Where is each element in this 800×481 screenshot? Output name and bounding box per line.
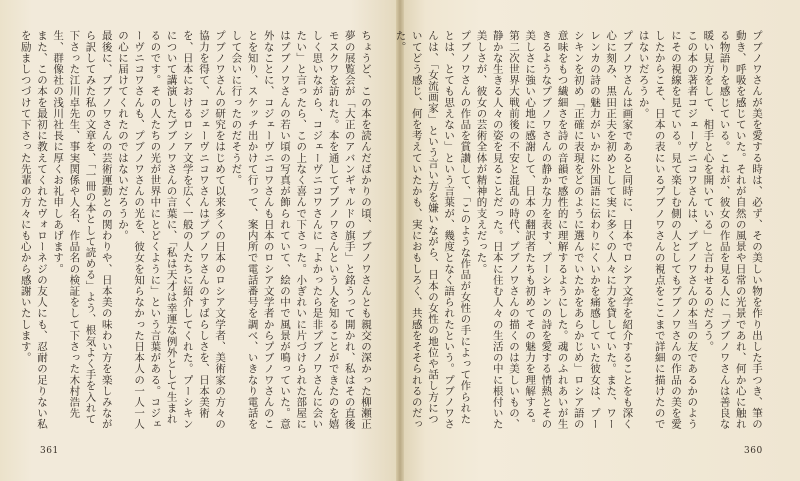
right-page-text: プブノワさんが美を愛する時は、必ず、その美しい物を作り出した手つき、筆の動き、呼吸を感じていた。それが自然の風景や日常の光景であれ、何か心に触れる物語りを感じている。これが、彼女の作品を見る人に「プブノワさんは善良な暖い見方をして、相手と心を開いている」と言わせるのだろう。 この本の著者コジェーヴニコワさんは、プブノワさんの本当の友であるかのようにその視線を見ている。見て楽しむ側の人としてもプブノワさんの作品の美を愛したからこそ、日本の表にいるプブノワさんの視点をここまで詳細に描けたのではないだろうか。 プブノワさんは画家であると同時に、日本でロシア文学を紹介することをも深く心に刻み、黒田正夫を初めとして実に多くの人々に力を貸していた。また、ワーレンカの詩の魅力がいかに外国語に伝わりにくいかを痛感していた彼女は、プーシキンを初め「正確に表現をどのように選んでいたかをあらかじめ」ロシア語の意味をもつ繊細さを詩の音韻で感性的に理解するようにした。魂のふれあいが生きるようなプブノワさんの静かな力を表す、プーシキンの詩を愛する情熱とその美しさに強い心地に感謝して、日本の翻訳者たちも初めてその魅力を理解する。 第二次世界大戦前後の不安と混乱の時代、プブノワさんの描くのは美しいもの、静かな生きる人々の姿を見ることだった。日本に住む人々の生活の中に根付いた美しさが、彼女の芸術全体が精神的支えだった。 プブノワさんの作品を賞讃して、「このような作品が女性の手によって作られたとは、とても思えない」という言葉が、幾度となく語られたという。プブノワさんは、「女流画家」という言い方を嫌いながら、日本の女性の地位や話し方についてどう感じ、何を考えていたかも、実におもしろく、共感をそそられるのだった。	[394, 30, 763, 430]
left-page-number: 361	[40, 446, 59, 456]
right-page-number: 360	[744, 446, 763, 456]
book-gutter	[396, 0, 404, 481]
left-page-text: ちょうど、この本を読んだばかりの頃、プブノワさんとも親交の深かった柳瀬正夢の展覧会が「大正のアバンギャルドの旗手」と銘うって開かれ、私はその直後モスクワを訪れた。本を通してプブノワさんという人を知ることができたのを嬉しく思いながら、コジェーヴニコワさんに「よかったら是非プブノワさんに会いたい」と言ったら、この上なく喜んで下さった。小ぎれいに片づけられた部屋にはプブノワさんの若い頃の写真が飾られていて、絵の中で風景が鳴っていた。意外なことに、コジェーヴニコワさんも日本のロシア文学者からプブノワさんのことを知り、スケッチ出かけて行って、案内所で電話番号を調べ、いきなり電話をして会いに行ったのだそうだ。 プブノワさんの研究をはじめて以来多くの日本のロシア文学者、美術家の方々の協力を得て、コジェーヴニコワさんはプブノワさんのすばらしさを、日本美術を、日本におけるロシア文学を広く一般の人たちに紹介してくれた。プーシキンについて講演したプブノワさんの言葉に、「私は天才は幸運な例外として生まれるのです。その人たちの光が世界中にとどくように」という言葉がある。コジェーヴニコワさんも、プブノワさんの光を、彼女を知らなかった日本人の一人一人の心に届けてくれたのではないだろうか。 最後に、プブノワさんの芸術運動との関わりや、日本美の味わい方を楽しみながら訳してみた私の文章を、「一冊の本として読める」よう、根気よく手を入れて下さった江川卓先生、事実関係や人名、作品名の検証をして下さった木村浩先生、群像社の浅川社長に厚くお礼申しあげます。 また、この本を最初に教えてくれたヴォローネジの友人にも、忍耐の足りない私を励ましつづけて下さった先輩の方々にも心から感謝いたします。	[19, 30, 372, 430]
